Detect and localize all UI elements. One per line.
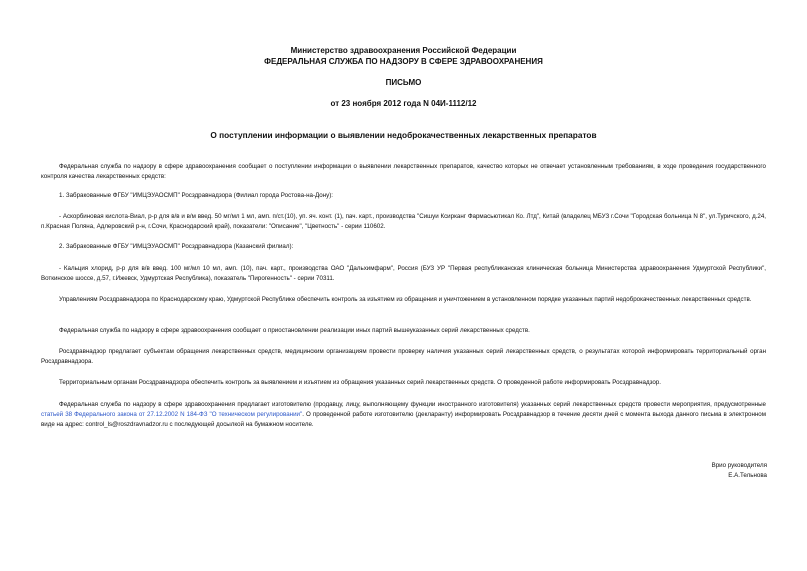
manufacturer-text-start: Федеральная служба по надзору в сфере здравоохранения предлагает изготовителю (продавцу, лицу, выполняющему функции иностранного изготовителя) указанных серий лекарственных средств провести мероприятия, предусмотренные	[59, 401, 766, 408]
document-title: О поступлении информации о выявлении недоброкачественных лекарственных препаратов	[210, 130, 597, 140]
paragraph-suspension: Федеральная служба по надзору в сфере здравоохранения сообщает о приостановлении реализации иных партий вышеуказанных серий лекарственных средств.	[59, 327, 530, 334]
paragraph-item1-header: 1. Забракованные ФГБУ "ИМЦЭУАОСМП" Росздравнадзора (Филиал города Ростова-на-Дону):	[59, 192, 333, 199]
signatory-position: Врио руководителя	[711, 462, 767, 469]
ministry-name: Министерство здравоохранения Российской Федерации	[290, 46, 517, 55]
manufacturer-text-end: . О проведенной работе изготовителю (декларанту) информировать Росздравнадзор в течение десяти дней с момента выхода данного письма в электронном виде на адрес: control_ls@roszdravnadzor.ru с последующей досылкой на бумажном носителе.	[41, 411, 766, 428]
service-name: ФЕДЕРАЛЬНАЯ СЛУЖБА ПО НАДЗОРУ В СФЕРЕ ЗДРАВООХРАНЕНИЯ	[264, 57, 543, 66]
signatory-name: Е.А.Тельнова	[728, 472, 767, 479]
paragraph-intro: Федеральная служба по надзору в сфере здравоохранения сообщает о поступлении информации о выявлении лекарственных препаратов, качество которых не отвечает установленным требованиям, в ходе проведения государственного контроля качества лекарственных средств:	[41, 163, 766, 180]
paragraph-item2-detail: - Кальция хлорид, р-р для в/в введ. 100 мг/мл 10 мл, амп. (10), пач. карт., производства ОАО "Дальхимфарм", Россия (БУЗ УР "Первая республиканская клиническая больница Министерства здравоохранения Удмуртской Республики", Воткинское шоссе, д.57, г.Ижевск, Удмуртская Республика), показатель "Пирогенность" - серии 70311.	[41, 265, 766, 282]
paragraph-manufacturer-measures	[41, 400, 766, 430]
federal-law-link[interactable]: статьей 38 Федерального закона от 27.12.2002 N 184-ФЗ "О техническом регулировании"	[41, 411, 303, 418]
document-date-number: от 23 ноября 2012 года N 04И-1112/12	[330, 99, 477, 108]
document-type: ПИСЬМО	[385, 78, 422, 87]
paragraph-regional-control: Управлениям Росздравнадзора по Краснодарскому краю, Удмуртской Республике обеспечить контроль за изъятием из обращения и уничтожением в установленном порядке указанных партий недоброкачественных лекарственных средств.	[59, 296, 752, 303]
paragraph-territorial-control: Территориальным органам Росздравнадзора обеспечить контроль за выявлением и изъятием из обращения указанных серий лекарственных средств. О проведенной работе информировать Росздравнадзор.	[59, 379, 661, 386]
paragraph-item1-detail: - Аскорбиновая кислота-Виал, р-р для в/в и в/м введ. 50 мг/мл 1 мл, амп. п/ст.(10), уп. яч. конт. (1), пач. карт., производства "Сишуи Ксирканг Фармасьютикал Ко. Лтд", Китай (владелец МБУЗ г.Сочи "Городская больница N 8", ул.Туричского, д.24, п.Красная Поляна, Адлеровский р-н, г.Сочи, Краснодарский край), показатели: "Описание", "Цветность" - серии 110602.	[41, 213, 766, 230]
paragraph-check-proposal: Росздравнадзор предлагает субъектам обращения лекарственных средств, медицинским организациям провести проверку наличия указанных серий лекарственных средств, о результатах которой информировать территориальный орган Росздравнадзора.	[41, 348, 766, 365]
paragraph-item2-header: 2. Забракованные ФГБУ "ИМЦЭУАОСМП" Росздравнадзора (Казанский филиал):	[59, 243, 294, 250]
